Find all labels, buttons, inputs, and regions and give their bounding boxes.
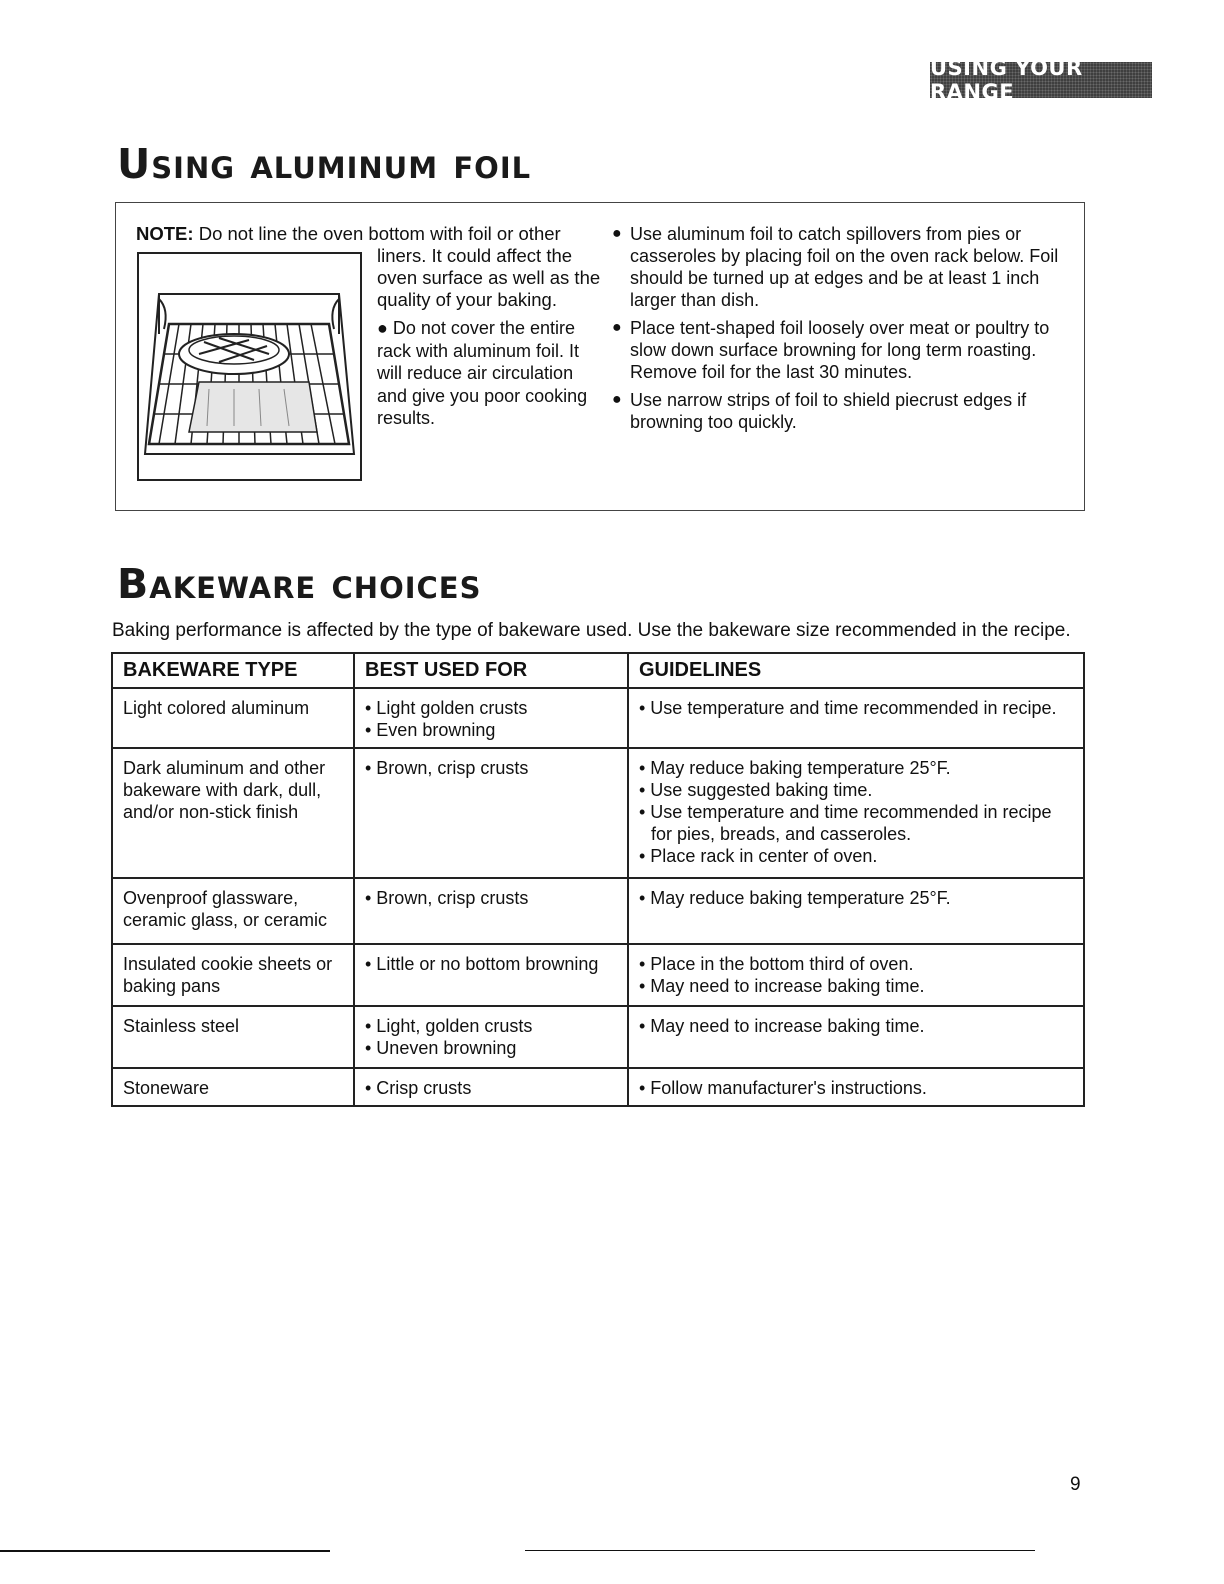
left-bullet-text: Do not cover the entire rack with aluminum foil. It will reduce air circulation and give you poor cooking results. xyxy=(377,318,588,428)
note-first-line: Do not line the oven bottom with foil or other xyxy=(198,223,561,244)
cell-bakeware-type: Ovenproof glassware, ceramic glass, or ceramic xyxy=(112,878,354,944)
list-item xyxy=(612,223,1072,311)
cell-best-used-for xyxy=(354,688,628,748)
section-tab: USING YOUR RANGE xyxy=(930,62,1152,98)
note-label: NOTE: xyxy=(136,223,194,244)
guideline-line: • May reduce baking temperature 25°F. xyxy=(639,758,951,778)
cell-guidelines xyxy=(628,748,1084,878)
foil-info-box xyxy=(115,202,1085,511)
guideline-line: • Place in the bottom third of oven. xyxy=(639,954,914,974)
guideline-line: • Use suggested baking time. xyxy=(639,780,873,800)
cell-best-used-for xyxy=(354,944,628,1006)
cell-best-used-for xyxy=(354,1006,628,1068)
cell-best-used-for xyxy=(354,748,628,878)
note-continuation: liners. It could affect the oven surface as well as the quality of your baking. xyxy=(377,245,601,310)
bullet-dot-icon: ● xyxy=(612,225,622,242)
bullet-dot-icon: ● xyxy=(612,391,622,408)
best-used-line: • Even browning xyxy=(365,720,496,740)
bakeware-table xyxy=(111,652,1085,1107)
table-row xyxy=(112,944,1084,1006)
best-used-line: • Crisp crusts xyxy=(365,1078,472,1098)
oven-rack-drawing xyxy=(139,254,360,479)
cell-guidelines xyxy=(628,688,1084,748)
header-best-used-for: BEST USED FOR xyxy=(354,653,628,688)
cell-best-used-for xyxy=(354,878,628,944)
table-body xyxy=(112,688,1084,1106)
bakeware-intro: Baking performance is affected by the type of bakeware used. Use the bakeware size recommended in the recipe. xyxy=(112,620,1071,641)
guideline-line: • Follow manufacturer's instructions. xyxy=(639,1078,927,1098)
foil-section-title: Using aluminum foil xyxy=(117,140,532,188)
best-used-line: • Brown, crisp crusts xyxy=(365,758,529,778)
table-row xyxy=(112,1006,1084,1068)
best-used-line: • Light golden crusts xyxy=(365,698,528,718)
tip-text: Place tent-shaped foil loosely over meat or poultry to slow down surface browning for long term roasting. Remove foil for the last 30 minutes. xyxy=(630,318,1050,382)
table-row xyxy=(112,748,1084,878)
guideline-line: • Use temperature and time recommended in recipe for pies, breads, and casseroles. xyxy=(639,802,1052,844)
header-guidelines: GUIDELINES xyxy=(628,653,1084,688)
table-row xyxy=(112,1068,1084,1106)
cell-best-used-for xyxy=(354,1068,628,1106)
tip-text: Use narrow strips of foil to shield piecrust edges if browning too quickly. xyxy=(630,390,1027,432)
footer-rule-left xyxy=(0,1550,330,1552)
guideline-line: • Place rack in center of oven. xyxy=(639,846,878,866)
bullet-dot-icon: ● xyxy=(612,319,622,336)
best-used-line: • Little or no bottom browning xyxy=(365,954,599,974)
footer-rule-right xyxy=(525,1550,1035,1551)
tip-text: Use aluminum foil to catch spillovers from pies or casseroles by placing foil on the oven rack below. Foil should be turned up at edges and be at least 1 inch larger than dish. xyxy=(630,224,1059,310)
best-used-line: • Uneven browning xyxy=(365,1038,517,1058)
guideline-line: • Use temperature and time recommended in recipe. xyxy=(639,698,1057,718)
cell-guidelines xyxy=(628,1006,1084,1068)
left-bullet xyxy=(377,317,607,430)
best-used-line: • Brown, crisp crusts xyxy=(365,888,529,908)
cell-bakeware-type: Insulated cookie sheets or baking pans xyxy=(112,944,354,1006)
foil-tips-list xyxy=(612,223,1072,439)
bakeware-section-title: Bakeware choices xyxy=(117,560,482,608)
best-used-line: • Light, golden crusts xyxy=(365,1016,533,1036)
table-header-row xyxy=(112,653,1084,688)
bullet-dot-icon: ● xyxy=(377,318,393,338)
cell-guidelines xyxy=(628,1068,1084,1106)
cell-guidelines xyxy=(628,944,1084,1006)
header-bakeware-type: BAKEWARE TYPE xyxy=(112,653,354,688)
guideline-line: • May need to increase baking time. xyxy=(639,976,925,996)
table-row xyxy=(112,688,1084,748)
guideline-line: • May need to increase baking time. xyxy=(639,1016,925,1036)
cell-bakeware-type: Dark aluminum and other bakeware with dark, dull, and/or non-stick finish xyxy=(112,748,354,878)
cell-bakeware-type: Stoneware xyxy=(112,1068,354,1106)
oven-rack-illustration xyxy=(137,252,362,481)
note-line xyxy=(136,223,561,245)
page-number: 9 xyxy=(1070,1474,1081,1495)
cell-bakeware-type: Light colored aluminum xyxy=(112,688,354,748)
table-row xyxy=(112,878,1084,944)
cell-guidelines xyxy=(628,878,1084,944)
guideline-line: • May reduce baking temperature 25°F. xyxy=(639,888,951,908)
list-item xyxy=(612,389,1072,433)
cell-bakeware-type: Stainless steel xyxy=(112,1006,354,1068)
list-item xyxy=(612,317,1072,383)
